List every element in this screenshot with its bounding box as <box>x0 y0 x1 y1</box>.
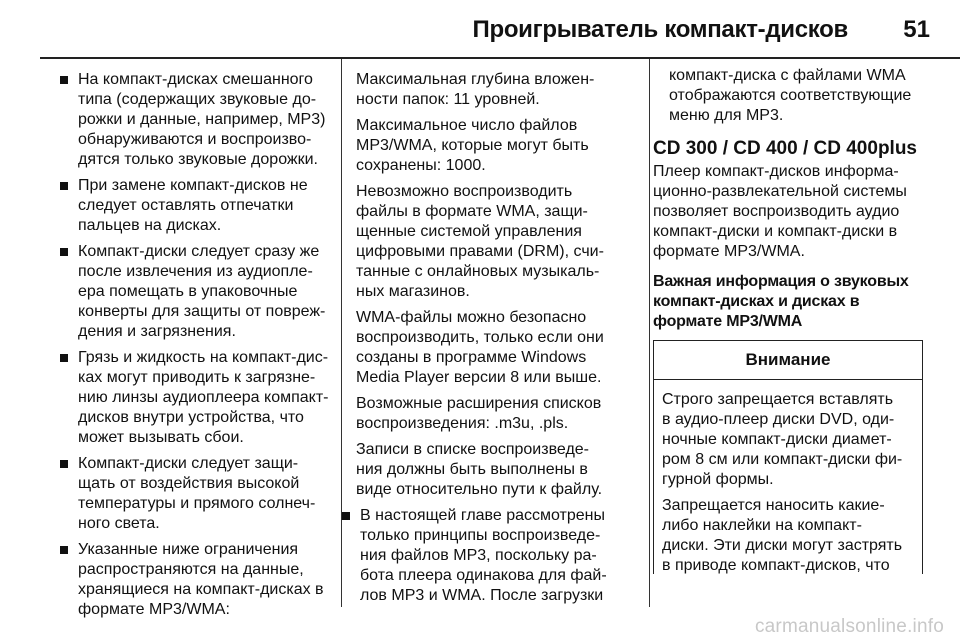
sub-heading: Важная информация о звуковых компакт-дисках и дисках в формате MP3/WMA <box>653 273 909 330</box>
column-divider-2 <box>649 59 650 607</box>
bullet-square-icon <box>60 182 68 190</box>
paragraph: WMA-файлы можно безопасно воспроизводить, только если они созданы в программе Windows Media Player версии 8 или выше. <box>356 309 604 386</box>
list-item-text: На компакт-дисках смешанного типа (содержащих звуковые до- рожки и данные, например, MP3) обнаруживаются и воспроизво- дятся только звуковые дорожки. <box>78 71 326 168</box>
list-item <box>340 506 640 606</box>
section-heading: CD 300 / CD 400 / CD 400plus <box>653 138 917 159</box>
paragraph: Максимальное число файлов MP3/WMA, которые могут быть сохранены: 1000. <box>356 117 589 174</box>
list-item <box>58 70 334 170</box>
notice-paragraph: Запрещается наносить какие- либо наклейки на компакт- диски. Эти диски могут застрять в приводе компакт-дисков, что <box>662 497 903 574</box>
list-item <box>58 176 334 236</box>
page-header <box>0 0 960 58</box>
list-item <box>58 454 334 534</box>
list-item-text: В настоящей главе рассмотрены только принципы воспроизведе- ния файлов MP3, поскольку ра- бота плеера одинакова для фай- лов MP3 и WMA. После загрузки <box>360 507 607 604</box>
notice-body <box>654 380 922 574</box>
bullet-square-icon <box>60 248 68 256</box>
list-item-text: Указанные ниже ограничения распространяются на данные, хранящиеся на компакт-дисках в формате MP3/WMA: <box>78 541 324 618</box>
watermark: carmanualsonline.info <box>754 616 944 637</box>
bullet-square-icon <box>60 546 68 554</box>
list-item <box>58 242 334 342</box>
paragraph: Записи в списке воспроизведе- ния должны быть выполнены в виде относительно пути к файлу. <box>356 441 603 498</box>
list-item-text: Компакт-диски следует защи- щать от воздействия высокой температуры и прямого солнеч- ного света. <box>78 455 316 532</box>
column-2 <box>356 70 640 612</box>
column-1 <box>58 70 334 626</box>
notice-title: Внимание <box>654 341 922 380</box>
paragraph: Невозможно воспроизводить файлы в формате WMA, защи- щенные системой управления цифровыми правами (DRM), счи- танные с онлайновых музыкаль- ных магазинов. <box>356 183 604 300</box>
notice-paragraph: Строго запрещается вставлять в аудио-плеер диски DVD, оди- ночные компакт-диски диамет- ром 8 см или компакт-диски фи- гурной формы. <box>662 391 903 488</box>
paragraph: Возможные расширения списков воспроизведения: .m3u, .pls. <box>356 395 602 432</box>
bullet-square-icon <box>60 354 68 362</box>
bullet-square-icon <box>60 76 68 84</box>
warning-notice-box <box>653 340 923 574</box>
page-number: 51 <box>903 16 930 43</box>
bullet-square-icon <box>342 512 350 520</box>
header-rule <box>40 57 960 59</box>
paragraph: компакт-диска с файлами WMA отображаются соответствующие меню для MP3. <box>669 67 912 124</box>
column-3 <box>653 66 943 574</box>
list-item <box>58 348 334 448</box>
bullet-square-icon <box>60 460 68 468</box>
list-item-text: Грязь и жидкость на компакт-дис- ках могут приводить к загрязне- нию линзы аудиоплеера компакт- дисков внутри устройства, что может вызывать сбои. <box>78 349 329 446</box>
paragraph: Максимальная глубина вложен- ности папок: 11 уровней. <box>356 71 595 108</box>
page-title: Проигрыватель компакт-дисков <box>472 16 848 43</box>
paragraph: Плеер компакт-дисков информа- ционно-развлекательной системы позволяет воспроизводить аудио компакт-диски и компакт-диски в формате MP3/WMA. <box>653 163 907 260</box>
list-item-text: Компакт-диски следует сразу же после извлечения из аудиопле- ера помещать в упаковочные конверты для защиты от повреж- дения и загрязнения. <box>78 243 326 340</box>
list-item-text: При замене компакт-дисков не следует оставлять отпечатки пальцев на дисках. <box>78 177 308 234</box>
list-item <box>58 540 334 620</box>
